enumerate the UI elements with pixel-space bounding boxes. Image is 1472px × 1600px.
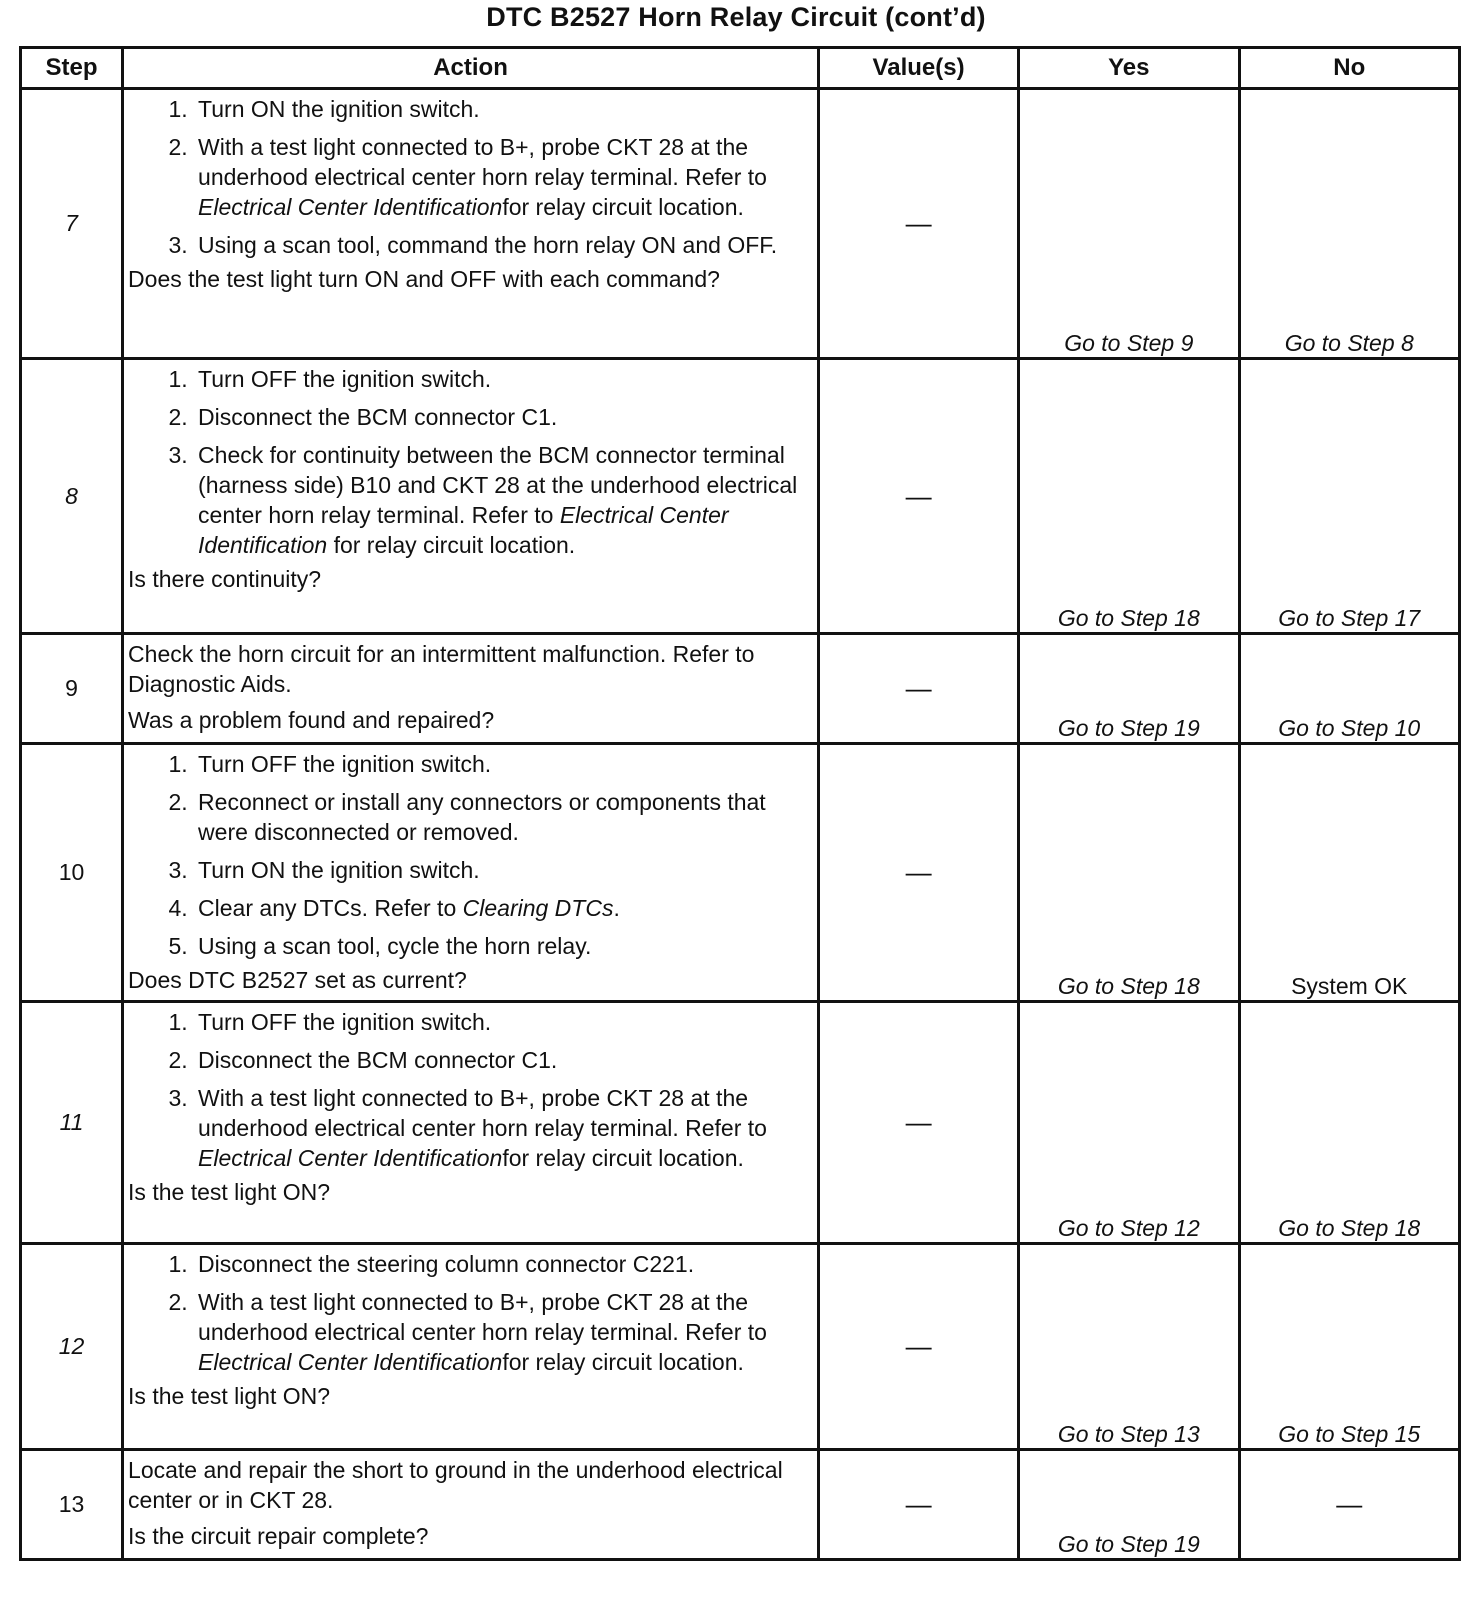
action-step: 1. Turn ON the ignition switch.	[194, 94, 809, 124]
value-cell: —	[819, 1244, 1019, 1450]
yes-result: Go to Step 12	[1019, 1002, 1239, 1244]
table-row	[21, 359, 1460, 634]
table-row	[21, 634, 1460, 744]
yes-result: Go to Step 13	[1019, 1244, 1239, 1450]
action-question: Is the test light ON?	[128, 1179, 331, 1205]
action-question: Is the circuit repair complete?	[128, 1523, 429, 1549]
action-step: 4. Clear any DTCs. Refer to Clearing DTCs.	[194, 893, 809, 923]
action-cell	[123, 744, 819, 1002]
action-question: Does the test light turn ON and OFF with each command?	[128, 266, 720, 292]
no-result: Go to Step 18	[1239, 1002, 1459, 1244]
action-step: 2. Disconnect the BCM connector C1.	[194, 402, 809, 432]
value-cell: —	[819, 359, 1019, 634]
action-question: Does DTC B2527 set as current?	[128, 967, 467, 993]
step-number: 9	[21, 634, 123, 744]
table-row	[21, 744, 1460, 1002]
action-step: 3. With a test light connected to B+, probe CKT 28 at the underhood electrical center horn relay terminal. Refer to Electrical Center Identificationfor relay circuit location.	[194, 1083, 809, 1173]
value-cell: —	[819, 744, 1019, 1002]
action-cell	[123, 1002, 819, 1244]
action-steps-list	[124, 1007, 817, 1173]
no-result: Go to Step 15	[1239, 1244, 1459, 1450]
header-values: Value(s)	[819, 48, 1019, 89]
table-row	[21, 1002, 1460, 1244]
action-step: 1. Turn OFF the ignition switch.	[194, 749, 809, 779]
no-result: Go to Step 10	[1239, 634, 1459, 744]
action-text: Check the horn circuit for an intermittent malfunction. Refer to Diagnostic Aids.	[128, 641, 755, 697]
yes-result: Go to Step 18	[1019, 744, 1239, 1002]
action-step: 2. With a test light connected to B+, probe CKT 28 at the underhood electrical center horn relay terminal. Refer to Electrical Center Identificationfor relay circuit location.	[194, 1287, 809, 1377]
step-number: 7	[21, 89, 123, 359]
diagnostic-table	[19, 46, 1461, 1561]
action-text: Locate and repair the short to ground in the underhood electrical center or in CKT 28.	[128, 1457, 783, 1513]
action-cell	[123, 89, 819, 359]
header-yes: Yes	[1019, 48, 1239, 89]
no-result: System OK	[1239, 744, 1459, 1002]
action-step: 3. Check for continuity between the BCM connector terminal (harness side) B10 and CKT 28 at the underhood electrical center horn relay terminal. Refer to Electrical Center Identification for relay circuit location.	[194, 440, 809, 560]
no-result: Go to Step 17	[1239, 359, 1459, 634]
action-steps-list	[124, 749, 817, 961]
action-question: Is there continuity?	[128, 566, 322, 592]
value-cell: —	[819, 634, 1019, 744]
action-cell	[123, 359, 819, 634]
action-step: 1. Disconnect the steering column connector C221.	[194, 1249, 809, 1279]
action-question: Was a problem found and repaired?	[128, 707, 495, 733]
table-row	[21, 1450, 1460, 1560]
header-no: No	[1239, 48, 1459, 89]
step-number: 13	[21, 1450, 123, 1560]
action-step: 2. With a test light connected to B+, probe CKT 28 at the underhood electrical center horn relay terminal. Refer to Electrical Center Identificationfor relay circuit location.	[194, 132, 809, 222]
header-action: Action	[123, 48, 819, 89]
no-result: Go to Step 8	[1239, 89, 1459, 359]
action-step: 5. Using a scan tool, cycle the horn relay.	[194, 931, 809, 961]
action-step: 1. Turn OFF the ignition switch.	[194, 1007, 809, 1037]
page-title: DTC B2527 Horn Relay Circuit (cont’d)	[486, 2, 986, 32]
yes-result: Go to Step 19	[1019, 634, 1239, 744]
action-steps-list	[124, 364, 817, 560]
table-row	[21, 1244, 1460, 1450]
yes-result: Go to Step 9	[1019, 89, 1239, 359]
action-cell	[123, 1244, 819, 1450]
action-cell	[123, 634, 819, 744]
action-cell	[123, 1450, 819, 1560]
table-row	[21, 89, 1460, 359]
yes-result: Go to Step 19	[1019, 1450, 1239, 1560]
step-number: 10	[21, 744, 123, 1002]
step-number: 11	[21, 1002, 123, 1244]
step-number: 8	[21, 359, 123, 634]
step-number: 12	[21, 1244, 123, 1450]
action-step: 2. Reconnect or install any connectors or components that were disconnected or removed.	[194, 787, 809, 847]
action-steps-list	[124, 94, 817, 260]
value-cell: —	[819, 1002, 1019, 1244]
value-cell: —	[819, 1450, 1019, 1560]
no-result: —	[1239, 1450, 1459, 1560]
action-step: 3. Using a scan tool, command the horn relay ON and OFF.	[194, 230, 809, 260]
value-cell: —	[819, 89, 1019, 359]
action-question: Is the test light ON?	[128, 1383, 331, 1409]
action-step: 1. Turn OFF the ignition switch.	[194, 364, 809, 394]
action-steps-list	[124, 1249, 817, 1377]
table-header-row	[21, 48, 1460, 89]
action-step: 2. Disconnect the BCM connector C1.	[194, 1045, 809, 1075]
yes-result: Go to Step 18	[1019, 359, 1239, 634]
header-step: Step	[21, 48, 123, 89]
action-step: 3. Turn ON the ignition switch.	[194, 855, 809, 885]
